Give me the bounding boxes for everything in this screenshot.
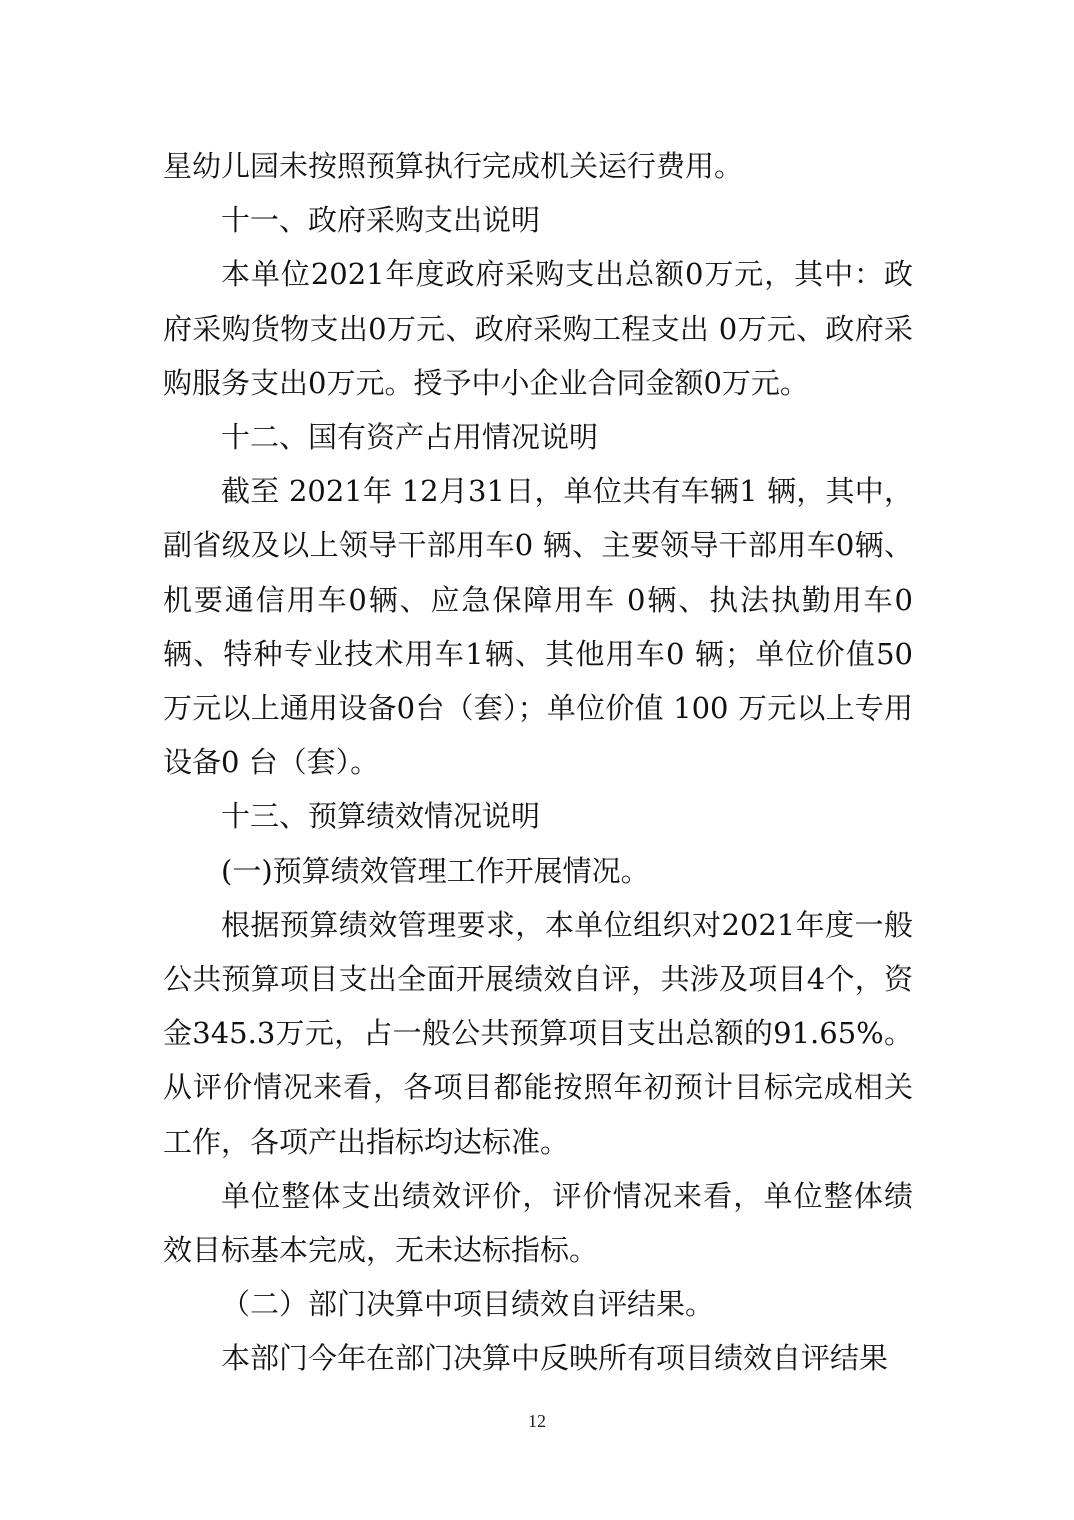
section-12-heading: 十二、国有资产占用情况说明 [221,420,599,455]
section-13-paragraph-3: 本部门今年在部门决算中反映所有项目绩效自评结果 [221,1341,889,1376]
section-11-heading: 十一、政府采购支出说明 [221,203,541,238]
section-12-paragraph: 截至 2021年 12月31日，单位共有车辆1 辆，其中，副省级及以上领导干部用车0 辆、主要领导干部用车0辆、机要通信用车0辆、应急保障用车 0辆、执法执勤用车0辆、特种专业技术用车1辆、其他用车0 辆；单位价值50 万元以上通用设备0台（套）；单位价值 100 万元以上专用设备0 台（套）。 [163,474,913,780]
section-13-paragraph-2: 单位整体支出绩效评价，评价情况来看，单位整体绩效目标基本完成，无未达标指标。 [163,1178,913,1268]
page-number: 12 [528,1411,546,1431]
document-body [163,139,913,1386]
section-11-paragraph: 本单位2021年度政府采购支出总额0万元，其中：政府采购货物支出0万元、政府采购工程支出 0万元、政府采购服务支出0万元。授予中小企业合同金额0万元。 [163,257,913,400]
section-13-subheading-2: （二）部门决算中项目绩效自评结果。 [221,1287,715,1322]
continuation-paragraph: 星幼儿园未按照预算执行完成机关运行费用。 [163,149,744,183]
section-13-paragraph-1: 根据预算绩效管理要求，本单位组织对2021年度一般公共预算项目支出全面开展绩效自评，共涉及项目4个，资金345.3万元，占一般公共预算项目支出总额的91.65%。从评价情况来看，各项目都能按照年初预计目标完成相关工作，各项产出指标均达标准。 [163,907,913,1159]
section-13-subheading-1: (一)预算绩效管理工作开展情况。 [221,853,650,888]
section-13-heading: 十三、预算绩效情况说明 [221,799,541,834]
